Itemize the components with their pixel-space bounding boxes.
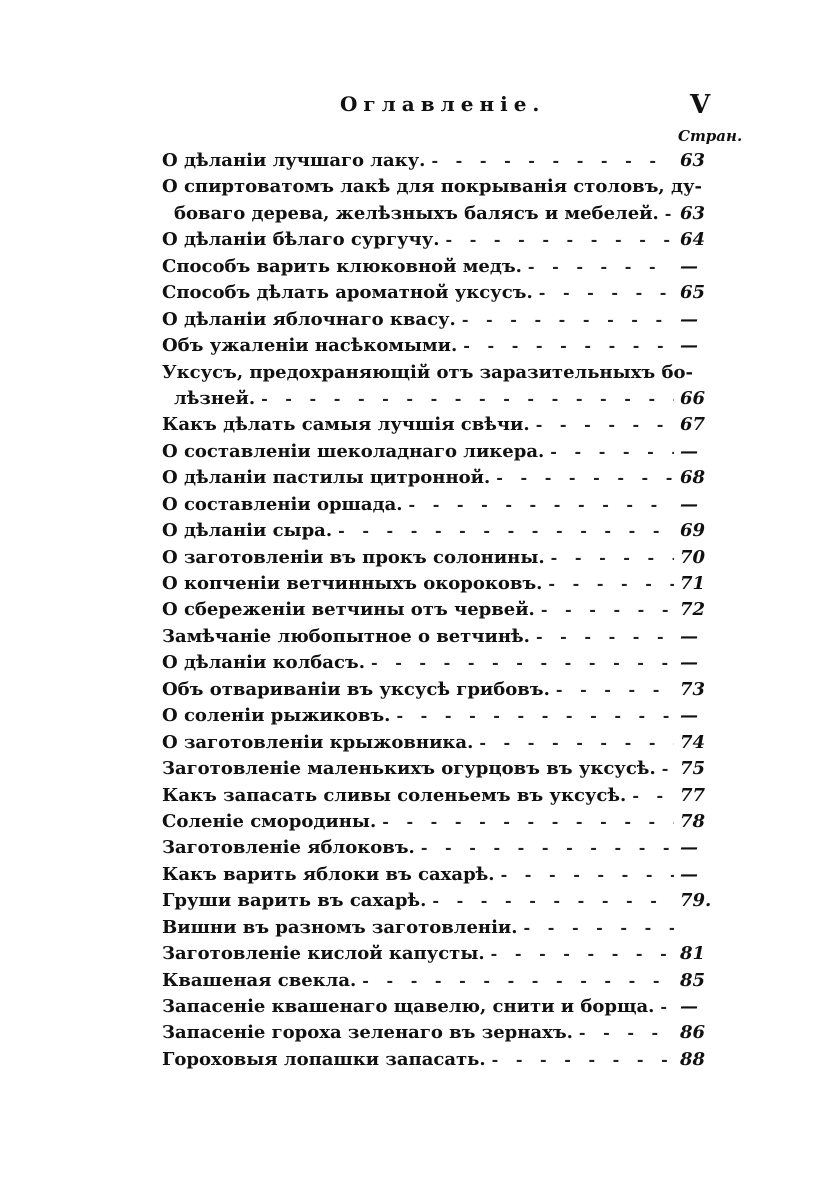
toc-entry-page: 74	[680, 731, 706, 753]
dot-leader	[524, 915, 674, 941]
dot-leader	[382, 809, 674, 835]
dot-leader	[665, 201, 674, 227]
toc-entry	[162, 888, 722, 914]
toc-entry-page: 88	[680, 1048, 706, 1070]
toc-entry-page: —	[680, 705, 698, 727]
toc-entry-title: лѣзней.	[174, 387, 256, 409]
toc-entry	[162, 571, 722, 597]
toc-entry-page: —	[680, 255, 698, 277]
toc-entry	[162, 148, 722, 174]
toc-entry-title: О заготовленіи въ прокъ солонины.	[162, 546, 545, 568]
dot-leader	[556, 677, 674, 703]
toc-entry-page: 66	[680, 387, 706, 409]
dot-leader	[432, 888, 674, 914]
toc-entry-page: 69	[680, 520, 706, 542]
toc-entry-page: 65	[680, 282, 706, 304]
toc-entry-page: 79.	[680, 890, 712, 912]
dot-leader	[501, 862, 674, 888]
toc-entry-page: 64	[680, 229, 706, 251]
dot-leader	[660, 994, 674, 1020]
toc-entry	[162, 545, 722, 571]
dot-leader	[446, 227, 675, 253]
dot-leader	[371, 650, 674, 676]
toc-entry-title: О сбереженіи ветчины отъ червей.	[162, 599, 535, 621]
toc-entry-title: Объ отвариваніи въ уксусѣ грибовъ.	[162, 678, 550, 700]
toc-entry-title: О составленіи оршада.	[162, 493, 403, 515]
toc-entry-title: Заготовленіе кислой капусты.	[162, 943, 485, 965]
toc-entry-title: О соленіи рыжиковъ.	[162, 705, 391, 727]
toc-entry-title: О спиртоватомъ лакѣ для покрыванія столовъ, ду-	[162, 176, 702, 198]
toc-entry-title: О дѣланіи лучшаго лаку.	[162, 150, 426, 171]
dot-leader	[551, 545, 674, 571]
dot-leader	[261, 386, 674, 412]
dot-leader	[632, 783, 674, 809]
toc-entry-page: 77	[680, 784, 706, 806]
toc-entry-title: Уксусъ, предохраняющій отъ заразительныхъ бо-	[162, 361, 693, 383]
toc-entry	[162, 227, 722, 253]
dot-leader	[528, 254, 674, 280]
dot-leader	[536, 412, 674, 438]
page-column-label: Стран.	[678, 127, 743, 145]
page-number-roman: V	[690, 90, 712, 120]
dot-leader	[409, 492, 675, 518]
toc-entry-title: боваго дерева, желѣзныхъ балясъ и мебелей.	[174, 202, 659, 224]
dot-leader	[362, 968, 674, 994]
dot-leader	[541, 597, 674, 623]
toc-entry	[162, 280, 722, 306]
dot-leader	[492, 1047, 674, 1073]
toc-entry	[162, 650, 722, 676]
toc-entry-title: О дѣланіи пастилы цитронной.	[162, 467, 491, 489]
toc-entry	[162, 624, 722, 650]
toc-entry	[162, 677, 722, 703]
dot-leader	[396, 703, 674, 729]
toc-entry-title: Гороховыя лопашки запасать.	[162, 1048, 486, 1070]
toc-entry	[162, 1020, 722, 1046]
toc-entry	[162, 174, 722, 200]
toc-entry-title: Какъ дѣлать самыя лучшія свѣчи.	[162, 414, 530, 436]
toc-entry	[162, 333, 722, 359]
toc-entry-title: О дѣланіи колбасъ.	[162, 652, 365, 674]
dot-leader	[479, 730, 674, 756]
toc-entry	[162, 465, 722, 491]
dot-leader	[431, 148, 674, 174]
toc-entry	[162, 703, 722, 729]
toc-entry-title: Какъ запасать сливы соленьемъ въ уксусѣ.	[162, 784, 627, 806]
toc-entry	[162, 783, 722, 809]
toc-entry	[162, 492, 722, 518]
toc-entry	[162, 730, 722, 756]
toc-entry	[162, 994, 722, 1020]
toc-entry-title: Квашеная свекла.	[162, 969, 357, 991]
toc-entry	[162, 254, 722, 280]
toc-entry-page: —	[680, 837, 698, 859]
toc-entry-title: Замѣчаніе любопытное о ветчинѣ.	[162, 625, 530, 647]
toc-entry	[162, 439, 722, 465]
dot-leader	[462, 307, 674, 333]
toc-entry-page: 71	[680, 573, 706, 594]
toc-entry-page: —	[680, 996, 698, 1017]
toc-entry-title: О составленіи шеколаднаго ликера.	[162, 440, 545, 462]
toc-entry-page: —	[680, 335, 698, 357]
toc-entry-page: 72	[680, 599, 706, 621]
toc-entry-page: 75	[680, 758, 706, 780]
toc-entry-page: —	[680, 440, 698, 462]
toc-entry-title: О дѣланіи сыра.	[162, 520, 333, 542]
dot-leader	[548, 571, 674, 597]
toc-entry-page: 63	[680, 202, 706, 224]
page-title: Оглавленіе.	[340, 92, 546, 116]
toc-entry	[162, 835, 722, 861]
toc-entry	[162, 412, 722, 438]
toc-entry-page: —	[680, 652, 698, 674]
dot-leader	[491, 941, 674, 967]
dot-leader	[496, 465, 674, 491]
toc-entry-title: Какъ варить яблоки въ сахарѣ.	[162, 863, 495, 885]
toc-entry-title: О дѣланіи бѣлаго сургучу.	[162, 229, 440, 251]
dot-leader	[539, 280, 674, 306]
toc-entry-page: —	[680, 493, 698, 515]
toc-entry	[162, 968, 722, 994]
toc-entry	[162, 386, 722, 412]
toc-entry-page: 85	[680, 969, 706, 991]
dot-leader	[338, 518, 674, 544]
toc-entry-page: —	[680, 625, 698, 647]
toc-entry	[162, 915, 722, 941]
toc-entry	[162, 307, 722, 333]
toc-entry-title: Заготовленіе маленькихъ огурцовъ въ уксусѣ.	[162, 758, 656, 780]
toc-entry	[162, 862, 722, 888]
dot-leader	[421, 835, 674, 861]
toc-entry-page: 70	[680, 546, 706, 568]
toc-entry-page: 68	[680, 467, 706, 489]
table-of-contents	[162, 148, 722, 1073]
toc-entry-title: Способъ варить клюковной медъ.	[162, 255, 522, 277]
dot-leader	[579, 1020, 674, 1046]
toc-entry-title: Запасеніе квашенаго щавелю, снити и борща.	[162, 996, 655, 1017]
toc-entry-title: О копченіи ветчинныхъ окороковъ.	[162, 573, 543, 594]
toc-entry-page: 81	[680, 943, 706, 965]
toc-entry-page: 78	[680, 810, 706, 832]
toc-entry	[162, 1047, 722, 1073]
dot-leader	[463, 333, 674, 359]
toc-entry-page: —	[680, 863, 698, 885]
dot-leader	[662, 756, 674, 782]
toc-entry-page: 63	[680, 150, 706, 171]
toc-entry-page: —	[680, 308, 698, 330]
toc-entry	[162, 201, 722, 227]
toc-entry-title: О заготовленіи крыжовника.	[162, 731, 474, 753]
toc-entry-title: Соленіе смородины.	[162, 810, 377, 832]
toc-entry-page: 67	[680, 414, 706, 436]
toc-entry	[162, 756, 722, 782]
toc-entry-title: Объ ужаленіи насѣкомыми.	[162, 335, 458, 357]
toc-entry-title: Груши варить въ сахарѣ.	[162, 890, 427, 912]
toc-entry	[162, 597, 722, 623]
toc-entry-page: 73	[680, 678, 706, 700]
toc-entry-title: Заготовленіе яблоковъ.	[162, 837, 415, 859]
toc-entry-page: 86	[680, 1022, 706, 1044]
toc-entry	[162, 518, 722, 544]
dot-leader	[550, 439, 674, 465]
toc-entry-title: Способъ дѣлать ароматной уксусъ.	[162, 282, 533, 304]
toc-entry-title: Вишни въ разномъ заготовленіи.	[162, 916, 518, 938]
toc-entry-title: Запасеніе гороха зеленаго въ зернахъ.	[162, 1022, 573, 1044]
toc-entry-title: О дѣланіи яблочнаго квасу.	[162, 308, 456, 330]
dot-leader	[536, 624, 674, 650]
toc-entry	[162, 809, 722, 835]
toc-entry	[162, 360, 722, 386]
toc-entry	[162, 941, 722, 967]
